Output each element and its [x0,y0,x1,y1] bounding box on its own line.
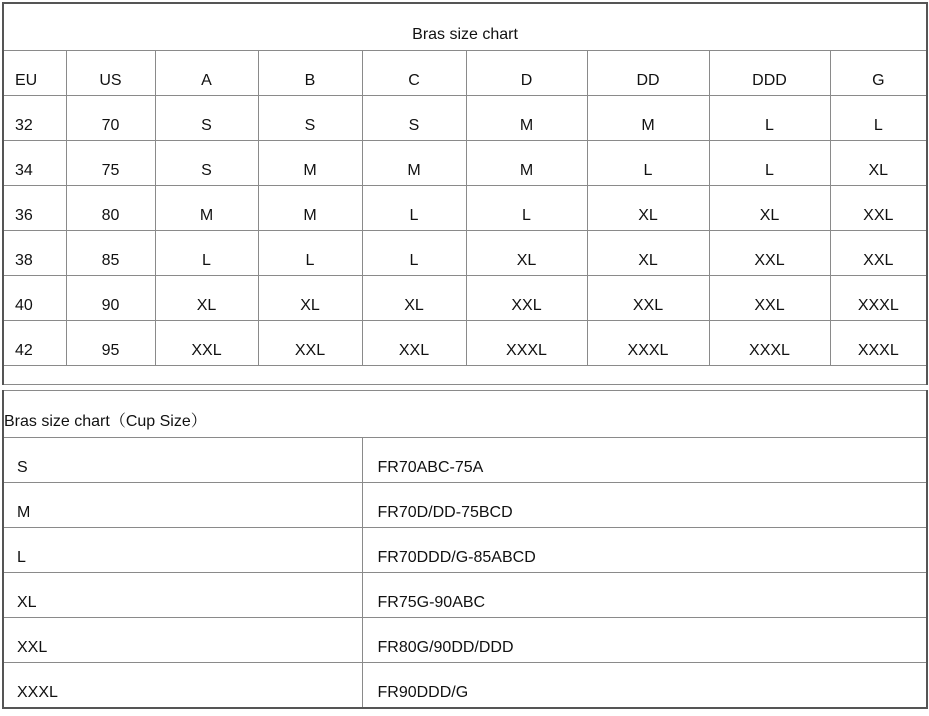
table-row [3,320,927,365]
table-cell: XL [587,185,709,230]
table-cell: L [466,185,587,230]
table-cell: XXXL [587,320,709,365]
fr-size-value: FR70D/DD-75BCD [362,483,927,528]
table-cell: XXXL [830,275,927,320]
table-cell: XXXL [709,320,830,365]
table-cell: L [709,95,830,140]
table-cell: L [709,140,830,185]
table-row [3,230,927,275]
table-cell: XL [830,140,927,185]
column-header: A [155,50,258,95]
table-cell: M [362,140,466,185]
cup-size-label: XL [3,573,362,618]
table-cell: 75 [66,140,155,185]
table-cell: XXL [155,320,258,365]
table-cell: XXL [587,275,709,320]
table-cell: L [362,230,466,275]
table-cell: 90 [66,275,155,320]
cup-row [3,618,927,663]
table-cell: XXL [709,275,830,320]
fr-size-value: FR90DDD/G [362,663,927,708]
table-cell: XL [466,230,587,275]
table-cell: XXL [258,320,362,365]
fr-size-value: FR70ABC-75A [362,438,927,483]
table-cell: 38 [3,230,66,275]
table-row [3,95,927,140]
table-cell: XXL [466,275,587,320]
table-cell: XXXL [466,320,587,365]
cup-row [3,573,927,618]
chart-title: Bras size chart [3,3,927,50]
table-cell: XL [155,275,258,320]
table-cell: M [258,185,362,230]
table-cell: S [362,95,466,140]
column-header: US [66,50,155,95]
column-header: B [258,50,362,95]
fr-size-value: FR75G-90ABC [362,573,927,618]
table-cell: L [587,140,709,185]
bra-size-grid [2,2,928,385]
table-cell: 95 [66,320,155,365]
cup-chart-title: Bras size chart（Cup Size） [3,391,927,438]
spacer-cell [3,365,927,384]
table-cell: S [258,95,362,140]
table-cell: L [155,230,258,275]
table-row [3,185,927,230]
cup-size-label: M [3,483,362,528]
fr-size-value: FR80G/90DD/DDD [362,618,927,663]
table-cell: XL [587,230,709,275]
column-header: G [830,50,927,95]
table-cell: 36 [3,185,66,230]
table-cell: 40 [3,275,66,320]
table-cell: XL [258,275,362,320]
cup-size-label: XXL [3,618,362,663]
column-header: D [466,50,587,95]
table-cell: 70 [66,95,155,140]
table-cell: XXL [830,185,927,230]
table-cell: M [466,95,587,140]
table-cell: XXL [830,230,927,275]
cup-size-table [2,390,928,709]
table-cell: M [466,140,587,185]
cup-size-label: L [3,528,362,573]
table-row [3,275,927,320]
table-cell: XXXL [830,320,927,365]
header-row [3,50,927,95]
table-cell: 80 [66,185,155,230]
cup-row [3,528,927,573]
table-cell: M [587,95,709,140]
table-row [3,140,927,185]
fr-size-value: FR70DDD/G-85ABCD [362,528,927,573]
table-cell: XXL [709,230,830,275]
column-header: DDD [709,50,830,95]
table-cell: L [258,230,362,275]
table-cell: 32 [3,95,66,140]
cup-size-label: S [3,438,362,483]
table-cell: S [155,140,258,185]
table-cell: 34 [3,140,66,185]
table-cell: M [155,185,258,230]
table-cell: L [830,95,927,140]
column-header: EU [3,50,66,95]
table-cell: 85 [66,230,155,275]
cup-size-label: XXXL [3,663,362,708]
column-header: DD [587,50,709,95]
table-cell: 42 [3,320,66,365]
table-cell: XL [362,275,466,320]
cup-row [3,663,927,708]
table-cell: S [155,95,258,140]
column-header: C [362,50,466,95]
cup-row [3,438,927,483]
table-cell: XL [709,185,830,230]
table-cell: M [258,140,362,185]
cup-row [3,483,927,528]
spacer-row [3,365,927,384]
table-cell: L [362,185,466,230]
table-cell: XXL [362,320,466,365]
